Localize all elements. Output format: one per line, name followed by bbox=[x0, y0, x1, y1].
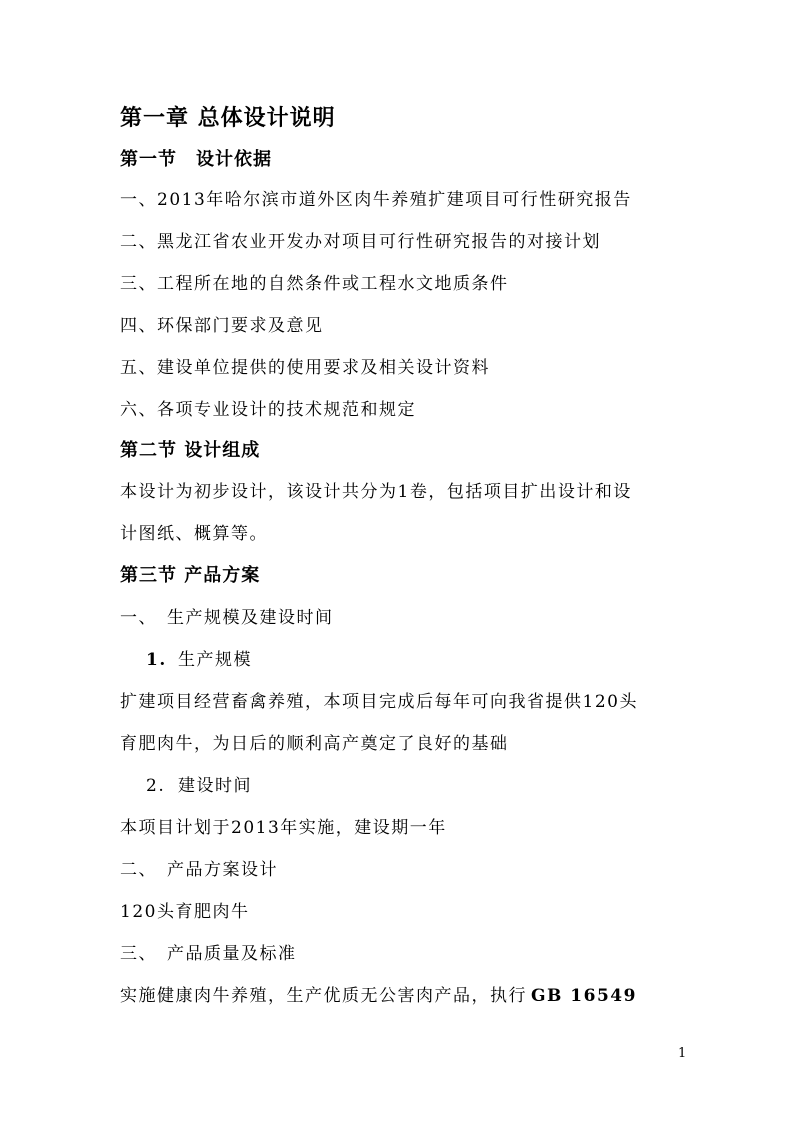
subsection-1-title: 一、 生产规模及建设时间 bbox=[120, 608, 334, 628]
item-1-label: 生产规模 bbox=[178, 650, 252, 670]
basis-item-1: 一、2013年哈尔滨市道外区肉牛养殖扩建项目可行性研究报告 bbox=[120, 190, 632, 210]
section-heading-3: 第三节 产品方案 bbox=[120, 565, 261, 586]
composition-line-1: 本设计为初步设计，该设计共分为1卷，包括项目扩出设计和设 bbox=[120, 482, 632, 502]
schedule-text: 本项目计划于2013年实施，建设期一年 bbox=[120, 818, 447, 838]
subsection-3-title: 三、 产品质量及标准 bbox=[120, 944, 297, 964]
quality-text-main: 实施健康肉牛养殖，生产优质无公害肉产品，执行 bbox=[120, 986, 527, 1006]
item-2-number: 2. bbox=[146, 776, 166, 796]
basis-item-2: 二、黑龙江省农业开发办对项目可行性研究报告的对接计划 bbox=[120, 232, 601, 252]
section-heading-1: 第一节 设计依据 bbox=[120, 149, 272, 170]
subsection-2-title: 二、 产品方案设计 bbox=[120, 860, 278, 880]
chapter-title: 第一章 总体设计说明 bbox=[120, 105, 336, 131]
scale-line-2: 育肥肉牛，为日后的顺利高产奠定了良好的基础 bbox=[120, 734, 509, 754]
basis-item-5: 五、建设单位提供的使用要求及相关设计资料 bbox=[120, 358, 490, 378]
composition-line-2: 计图纸、概算等。 bbox=[120, 524, 268, 544]
product-plan-text: 120头育肥肉牛 bbox=[120, 902, 250, 922]
basis-item-3: 三、工程所在地的自然条件或工程水文地质条件 bbox=[120, 274, 509, 294]
quality-standard-code: GB 16549 bbox=[531, 986, 637, 1006]
basis-item-6: 六、各项专业设计的技术规范和规定 bbox=[120, 400, 416, 420]
item-1-number: 1. bbox=[146, 650, 167, 670]
section-heading-2: 第二节 设计组成 bbox=[120, 440, 261, 461]
page-number: 1 bbox=[678, 1046, 687, 1061]
item-2-label: 建设时间 bbox=[178, 776, 252, 796]
basis-item-4: 四、环保部门要求及意见 bbox=[120, 316, 324, 336]
scale-line-1: 扩建项目经营畜禽养殖，本项目完成后每年可向我省提供120头 bbox=[120, 692, 638, 712]
quality-text bbox=[120, 985, 637, 1007]
